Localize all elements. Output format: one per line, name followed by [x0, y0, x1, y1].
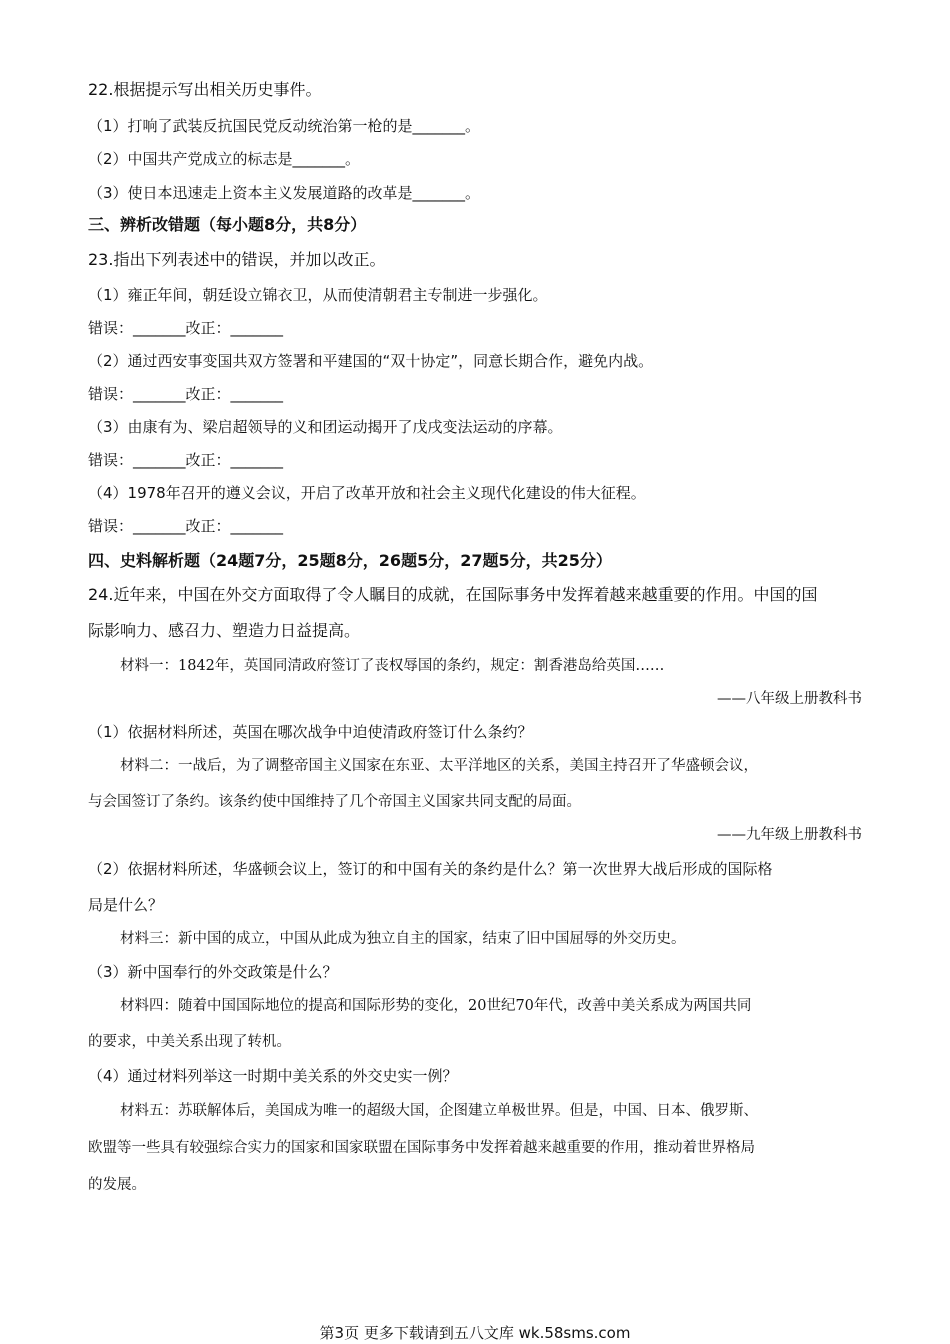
material-5-line-1: 材料五：苏联解体后，美国成为唯一的超级大国，企图建立单极世界。但是，中国、日本、俄罗斯、 [120, 1103, 758, 1119]
q23-answer-3: 错误：_______改正：_______ [88, 451, 284, 469]
q23-item-4: （4）1978年召开的遵义会议，开启了改革开放和社会主义现代化建设的伟大征程。 [88, 484, 646, 502]
q23-answer-2: 错误：_______改正：_______ [88, 385, 284, 403]
q22-item-3: （3）使日本迅速走上资本主义发展道路的改革是_______。 [88, 184, 481, 202]
q22-item-2: （2）中国共产党成立的标志是_______。 [88, 150, 361, 168]
q23-item-2: （2）通过西安事变国共双方签署和平建国的“双十协定”，同意长期合作，避免内战。 [88, 352, 654, 370]
q23-item-1: （1）雍正年间，朝廷设立锦衣卫，从而使清朝君主专制进一步强化。 [88, 286, 548, 304]
section3-heading: 三、辨析改错题（每小题8分，共8分） [88, 215, 367, 234]
sub-question-2-line-2: 局是什么？ [88, 896, 164, 914]
sub-question-2-line-1: （2）依据材料所述，华盛顿会议上，签订的和中国有关的条约是什么？第一次世界大战后形成的国际格 [88, 860, 773, 878]
page-footer: 第3页 更多下载请到五八文库 wk.58sms.com [319, 1324, 631, 1342]
q23-answer-1: 错误：_______改正：_______ [88, 319, 284, 337]
material-1: 材料一：1842年，英国同清政府签订了丧权辱国的条约，规定：割香港岛给英国…… [120, 658, 665, 674]
material-2-line-1: 材料二：一战后，为了调整帝国主义国家在东亚、太平洋地区的关系，美国主持召开了华盛顿会议， [120, 758, 758, 774]
sub-question-3: （3）新中国奉行的外交政策是什么？ [88, 963, 338, 981]
material-4-line-1: 材料四：随着中国国际地位的提高和国际形势的变化，20世纪70年代，改善中美关系成为两国共同 [120, 998, 752, 1014]
section4-heading: 四、史料解析题（24题7分，25题8分，26题5分，27题5分，共25分） [88, 551, 612, 570]
q23-title: 23.指出下列表述中的错误，并加以改正。 [88, 250, 386, 269]
material-5-line-2: 欧盟等一些具有较强综合实力的国家和国家联盟在国际事务中发挥着越来越重要的作用，推动着世界格局 [88, 1140, 755, 1156]
q22-item-1: （1）打响了武装反抗国民党反动统治第一枪的是_______。 [88, 117, 481, 135]
material-2-line-2: 与会国签订了条约。该条约使中国维持了几个帝国主义国家共同支配的局面。 [88, 794, 581, 810]
sub-question-4: （4）通过材料列举这一时期中美关系的外交史实一例？ [88, 1067, 458, 1085]
q22-title: 22.根据提示写出相关历史事件。 [88, 80, 322, 99]
material-5-line-3: 的发展。 [88, 1177, 146, 1193]
material-2-source: ——九年级上册教科书 [717, 827, 862, 843]
material-4-line-2: 的要求，中美关系出现了转机。 [88, 1034, 291, 1050]
q24-intro-2: 际影响力、感召力、塑造力日益提高。 [88, 621, 361, 640]
material-1-source: ——八年级上册教科书 [717, 691, 862, 707]
sub-question-1: （1）依据材料所述，英国在哪次战争中迫使清政府签订什么条约？ [88, 723, 533, 741]
material-3: 材料三：新中国的成立，中国从此成为独立自主的国家，结束了旧中国屈辱的外交历史。 [120, 931, 686, 947]
q24-intro-1: 24.近年来，中国在外交方面取得了令人瞩目的成就，在国际事务中发挥着越来越重要的作用。中国的国 [88, 585, 818, 604]
q23-item-3: （3）由康有为、梁启超领导的义和团运动揭开了戊戌变法运动的序幕。 [88, 418, 563, 436]
q23-answer-4: 错误：_______改正：_______ [88, 517, 284, 535]
